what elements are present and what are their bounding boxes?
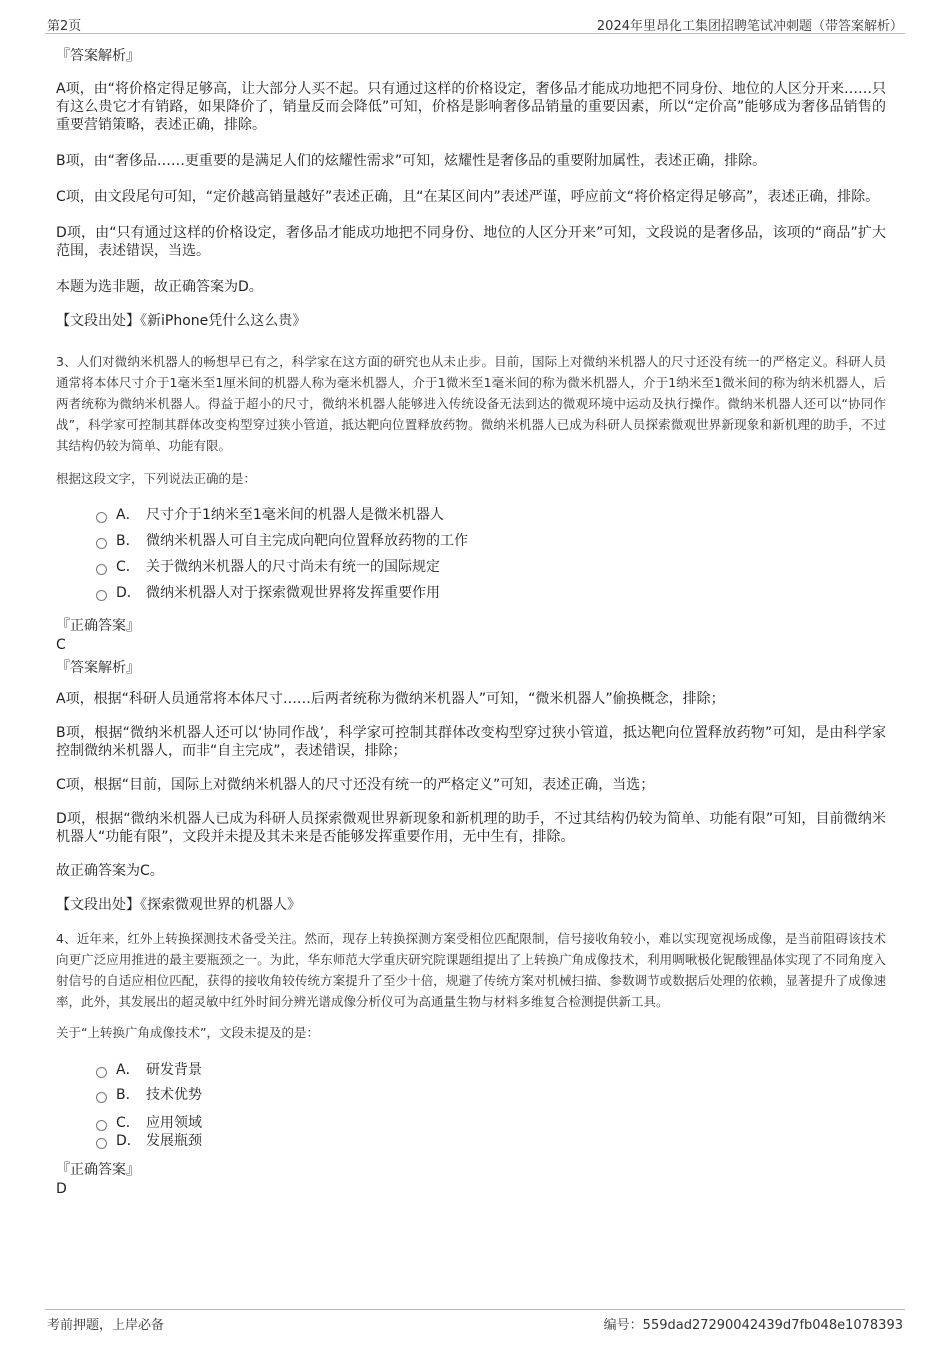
radio-icon[interactable]: [96, 1092, 107, 1103]
radio-icon[interactable]: [96, 564, 107, 575]
option-text: 微纳米机器人可自主完成向靶向位置释放药物的工作: [146, 533, 468, 549]
q4-correct-answer: D: [56, 1181, 67, 1197]
radio-icon[interactable]: [96, 512, 107, 523]
q2-analysis-d: D项，由“只有通过这样的价格设定，奢侈品才能成功地把不同身份、地位的人区分开来”可知，文段说的是奢侈品，该项的“商品”扩大范围，表述错误，当选。: [56, 225, 886, 259]
q2-analysis-tag: 『答案解析』: [56, 48, 140, 64]
q3-analysis-d: D项，根据“微纳米机器人已成为科研人员探索微观世界新现象和新机理的助手，不过其结构仍较为简单、功能有限”可知，目前微纳米机器人“功能有限”，文段并未提及其未来是否能够发挥重要作用，无中生有，排除。: [56, 811, 886, 845]
radio-icon[interactable]: [96, 1067, 107, 1078]
q3-option-c[interactable]: [96, 554, 886, 580]
footer-slogan: 考前押题，上岸必备: [47, 1318, 165, 1333]
option-letter: C．: [116, 559, 140, 575]
q3-source: 【文段出处】《探索微观世界的机器人》: [56, 897, 301, 913]
q2-source: 【文段出处】《新iPhone凭什么这么贵》: [56, 313, 307, 329]
q4-options: [56, 1058, 886, 1150]
q2-analysis-b: B项，由“奢侈品……更重要的是满足人们的炫耀性需求”可知，炫耀性是奢侈品的重要附加属性，表述正确，排除。: [56, 153, 767, 169]
q3-analysis-a: A项，根据“科研人员通常将本体尺寸……后两者统称为微纳米机器人”可知，“微米机器人”偷换概念，排除；: [56, 691, 725, 707]
document-code: 编号：559dad27290042439d7fb048e1078393: [603, 1318, 903, 1333]
q3-correct-tag: 『正确答案』: [56, 618, 140, 634]
q2-analysis-c: C项，由文段尾句可知，“定价越高销量越好”表述正确，且“在某区间内”表述严谨，呼应前文“将价格定得足够高”，表述正确，排除。: [56, 189, 880, 205]
header-divider: [45, 33, 905, 34]
q3-analysis-b: B项，根据“微纳米机器人还可以‘协同作战’，科学家可控制其群体改变构型穿过狭小管道，抵达靶向位置释放药物”可知，是由科学家控制微纳米机器人，而非“自主完成”，表述错误，排除；: [56, 725, 886, 759]
q4-stem: 4、近年来，红外上转换探测技术备受关注。然而，现存上转换探测方案受相位匹配限制，信号接收角较小，难以实现宽视场成像，是当前阻碍该技术向更广泛应用推进的最主要瓶颈之一。为此，华东师范大学重庆研究院课题组提出了上转换广角成像技术，利用啁啾极化铌酸锂晶体实现了不同角度入射信号的自适应相位匹配，获得的接收角较传统方案提升了至少十倍，规避了传统方案对机械扫描、参数调节或数据后处理的依赖，显著提升了成像速率，此外，其发展出的超灵敏中红外时间分辨光谱成像分析仪可为高通量生物与材料多维复合检测提供新工具。: [56, 931, 886, 1009]
option-text: 微纳米机器人对于探索微观世界将发挥重要作用: [146, 585, 440, 601]
option-letter: C．: [116, 1115, 140, 1131]
q3-question: 根据这段文字，下列说法正确的是：: [56, 471, 257, 486]
q4-option-c[interactable]: [96, 1114, 886, 1132]
q3-stem: 3、人们对微纳米机器人的畅想早已有之，科学家在这方面的研究也从未止步。目前，国际上对微纳米机器人的尺寸还没有统一的严格定义。科研人员通常将本体尺寸介于1毫米至1厘米间的机器人称为毫米机器人，介于1微米至1毫米间的称为微米机器人，介于1纳米至1微米间的称为纳米机器人，后两者统称为微纳米机器人。得益于超小的尺寸，微纳米机器人能够进入传统设备无法到达的微观环境中运动及执行操作。微纳米机器人还可以“协同作战”，科学家可控制其群体改变构型穿过狭小管道，抵达靶向位置释放药物。微纳米机器人已成为科研人员探索微观世界新现象和新机理的助手，不过其结构仍较为简单、功能有限。: [56, 354, 886, 453]
option-letter: A．: [116, 507, 140, 523]
option-text: 关于微纳米机器人的尺寸尚未有统一的国际规定: [146, 559, 440, 575]
option-letter: D．: [116, 585, 141, 601]
radio-icon[interactable]: [96, 1138, 107, 1149]
radio-icon[interactable]: [96, 1120, 107, 1131]
q3-correct-answer: C: [56, 637, 66, 653]
q4-correct-tag: 『正确答案』: [56, 1162, 140, 1178]
q2-analysis-a: A项，由“将价格定得足够高，让大部分人买不起。只有通过这样的价格设定，奢侈品才能成功地把不同身份、地位的人区分开来……只有这么贵它才有销路，如果降价了，销量反而会降低”可知，价格是影响奢侈品销量的重要因素，所以“定价高”能够成为奢侈品销售的重要营销策略，表述正确，排除。: [56, 81, 886, 133]
page-number: 第2页: [47, 19, 82, 34]
option-text: 技术优势: [146, 1087, 202, 1103]
q4-question: 关于“上转换广角成像技术”，文段未提及的是：: [56, 1025, 319, 1040]
option-text: 发展瓶颈: [146, 1133, 202, 1149]
footer-divider: [45, 1309, 905, 1310]
main-content: [56, 46, 886, 1198]
option-text: 尺寸介于1纳米至1毫米间的机器人是微米机器人: [146, 507, 444, 523]
q3-analysis-tag: 『答案解析』: [56, 660, 140, 676]
q3-options: [56, 502, 886, 606]
q3-analysis-c: C项，根据“目前，国际上对微纳米机器人的尺寸还没有统一的严格定义”可知，表述正确，当选；: [56, 777, 655, 793]
option-text: 应用领域: [146, 1115, 202, 1131]
q3-option-d[interactable]: [96, 580, 886, 606]
q4-option-b[interactable]: [96, 1082, 886, 1108]
option-letter: B．: [116, 533, 140, 549]
q3-option-a[interactable]: [96, 502, 886, 528]
radio-icon[interactable]: [96, 590, 107, 601]
document-title: 2024年里昂化工集团招聘笔试冲刺题（带答案解析）: [596, 19, 903, 34]
option-letter: A．: [116, 1062, 140, 1078]
radio-icon[interactable]: [96, 538, 107, 549]
option-letter: B．: [116, 1087, 140, 1103]
q3-conclusion: 故正确答案为C。: [56, 863, 164, 879]
option-letter: D．: [116, 1133, 141, 1149]
q4-option-d[interactable]: [96, 1132, 886, 1150]
q2-conclusion: 本题为选非题，故正确答案为D。: [56, 279, 263, 295]
q3-option-b[interactable]: [96, 528, 886, 554]
q4-option-a[interactable]: [96, 1058, 886, 1082]
option-text: 研发背景: [146, 1062, 202, 1078]
